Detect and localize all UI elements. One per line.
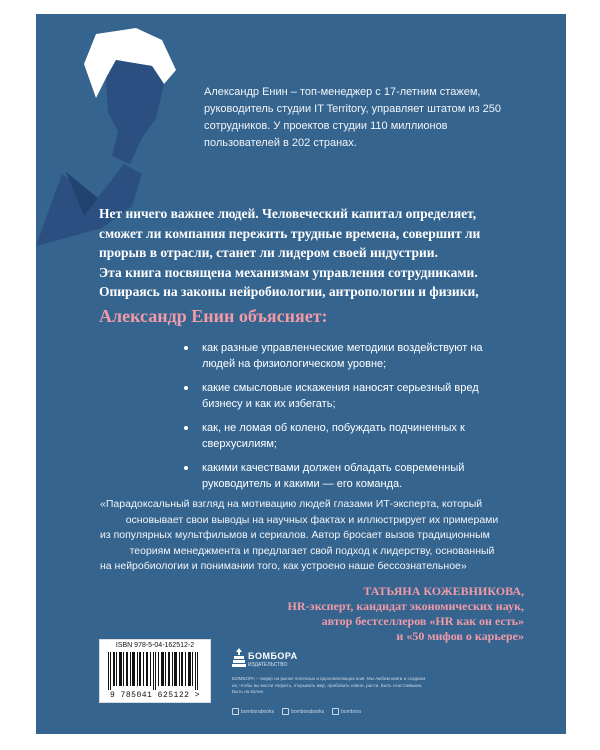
publisher-subtitle: ИЗДАТЕЛЬСТВО bbox=[248, 662, 288, 668]
description-line: сможет ли компания пережить трудные времена, совершит ли bbox=[99, 225, 481, 241]
quote-line: основывает свои выводы на научных фактах и иллюстрирует их примерами bbox=[125, 513, 499, 526]
list-item-text: какими качествами должен обладать современный руководитель и какими — его команда. bbox=[202, 462, 465, 490]
barcode-icon bbox=[106, 652, 204, 690]
social-link: bomborabooks bbox=[232, 708, 274, 715]
review-quote bbox=[100, 497, 524, 575]
author-credential: автор бестселлеров «HR как он есть» bbox=[321, 614, 524, 628]
list-item bbox=[184, 380, 514, 412]
publisher-imprint: БОМБОРА – лидер на рынке полезных и вдохновляющих книг. Мы любим книги и создаем их, чтобы вы могли творить, открывать мир, пробовать новое, расти. Быть счастливыми. Быть на волне. bbox=[232, 676, 426, 694]
vk-icon bbox=[282, 708, 289, 715]
quote-line: «Парадоксальный взгляд на мотивацию людей глазами ИТ-эксперта, который bbox=[100, 498, 483, 510]
bullet-icon bbox=[184, 426, 188, 430]
author-name: ТАТЬЯНА КОЖЕВНИКОВА, bbox=[363, 584, 524, 598]
isbn-barcode bbox=[99, 639, 211, 703]
list-item-text: как, не ломая об колено, побуждать подчиненных к сверхусилиям; bbox=[202, 422, 465, 450]
quote-line: из популярных мультфильмов и сериалов. Автор бросает вызов традиционным bbox=[100, 529, 490, 541]
bombora-logo-icon bbox=[232, 648, 246, 670]
social-links bbox=[232, 708, 361, 715]
description-line: прорыв в отрасли, станет ли лидером своей индустрии. bbox=[99, 245, 438, 260]
section-headline: Александр Енин объясняет: bbox=[99, 306, 328, 326]
description-line: Опираясь на законы нейробиологии, антропологии и физики, bbox=[99, 284, 479, 299]
review-author bbox=[224, 584, 524, 644]
social-link: bombora bbox=[332, 708, 361, 715]
instagram-icon bbox=[232, 708, 239, 715]
ean-number: 9 785041 625122 > bbox=[109, 691, 201, 700]
list-item-text: как разные управленческие методики воздействуют на людей на физиологическом уровне; bbox=[202, 342, 483, 370]
description-line: Нет ничего важнее людей. Человеческий капитал определяет, bbox=[99, 206, 477, 221]
bullet-icon bbox=[184, 466, 188, 470]
quote-line: на нейробиологии и понимании того, как устроено наше бессознательное» bbox=[100, 560, 467, 572]
list-item bbox=[184, 460, 514, 492]
bullet-list bbox=[184, 340, 514, 500]
bullet-icon bbox=[184, 346, 188, 350]
web-icon bbox=[332, 708, 339, 715]
publisher-name: БОМБОРА bbox=[248, 651, 298, 661]
list-item bbox=[184, 340, 514, 372]
author-bio-text: Александр Енин – топ-менеджер с 17-летним стажем, руководитель студии IT Territory, управляет штатом из 250 сотрудников. У проектов студии 110 миллионов пользователей в 202 странах. bbox=[204, 86, 501, 149]
author-credential: и «50 мифов о карьере» bbox=[396, 629, 524, 643]
description-line: Эта книга посвящена механизмам управления сотрудниками. bbox=[99, 264, 478, 280]
author-bio bbox=[204, 84, 524, 152]
isbn-number: ISBN 978-5-04-162512-2 bbox=[115, 642, 195, 649]
quote-line: теориям менеджмента и предлагает свой подход к лидерству, основанный bbox=[129, 544, 495, 557]
bullet-icon bbox=[184, 386, 188, 390]
social-link: bomborabooks bbox=[282, 708, 324, 715]
author-credential: HR-эксперт, кандидат экономических наук, bbox=[287, 599, 524, 613]
book-description bbox=[99, 204, 519, 302]
list-item bbox=[184, 420, 514, 452]
list-item-text: какие смысловые искажения наносят серьезный вред бизнесу и как их избегать; bbox=[202, 382, 479, 410]
book-back-cover bbox=[36, 14, 566, 734]
